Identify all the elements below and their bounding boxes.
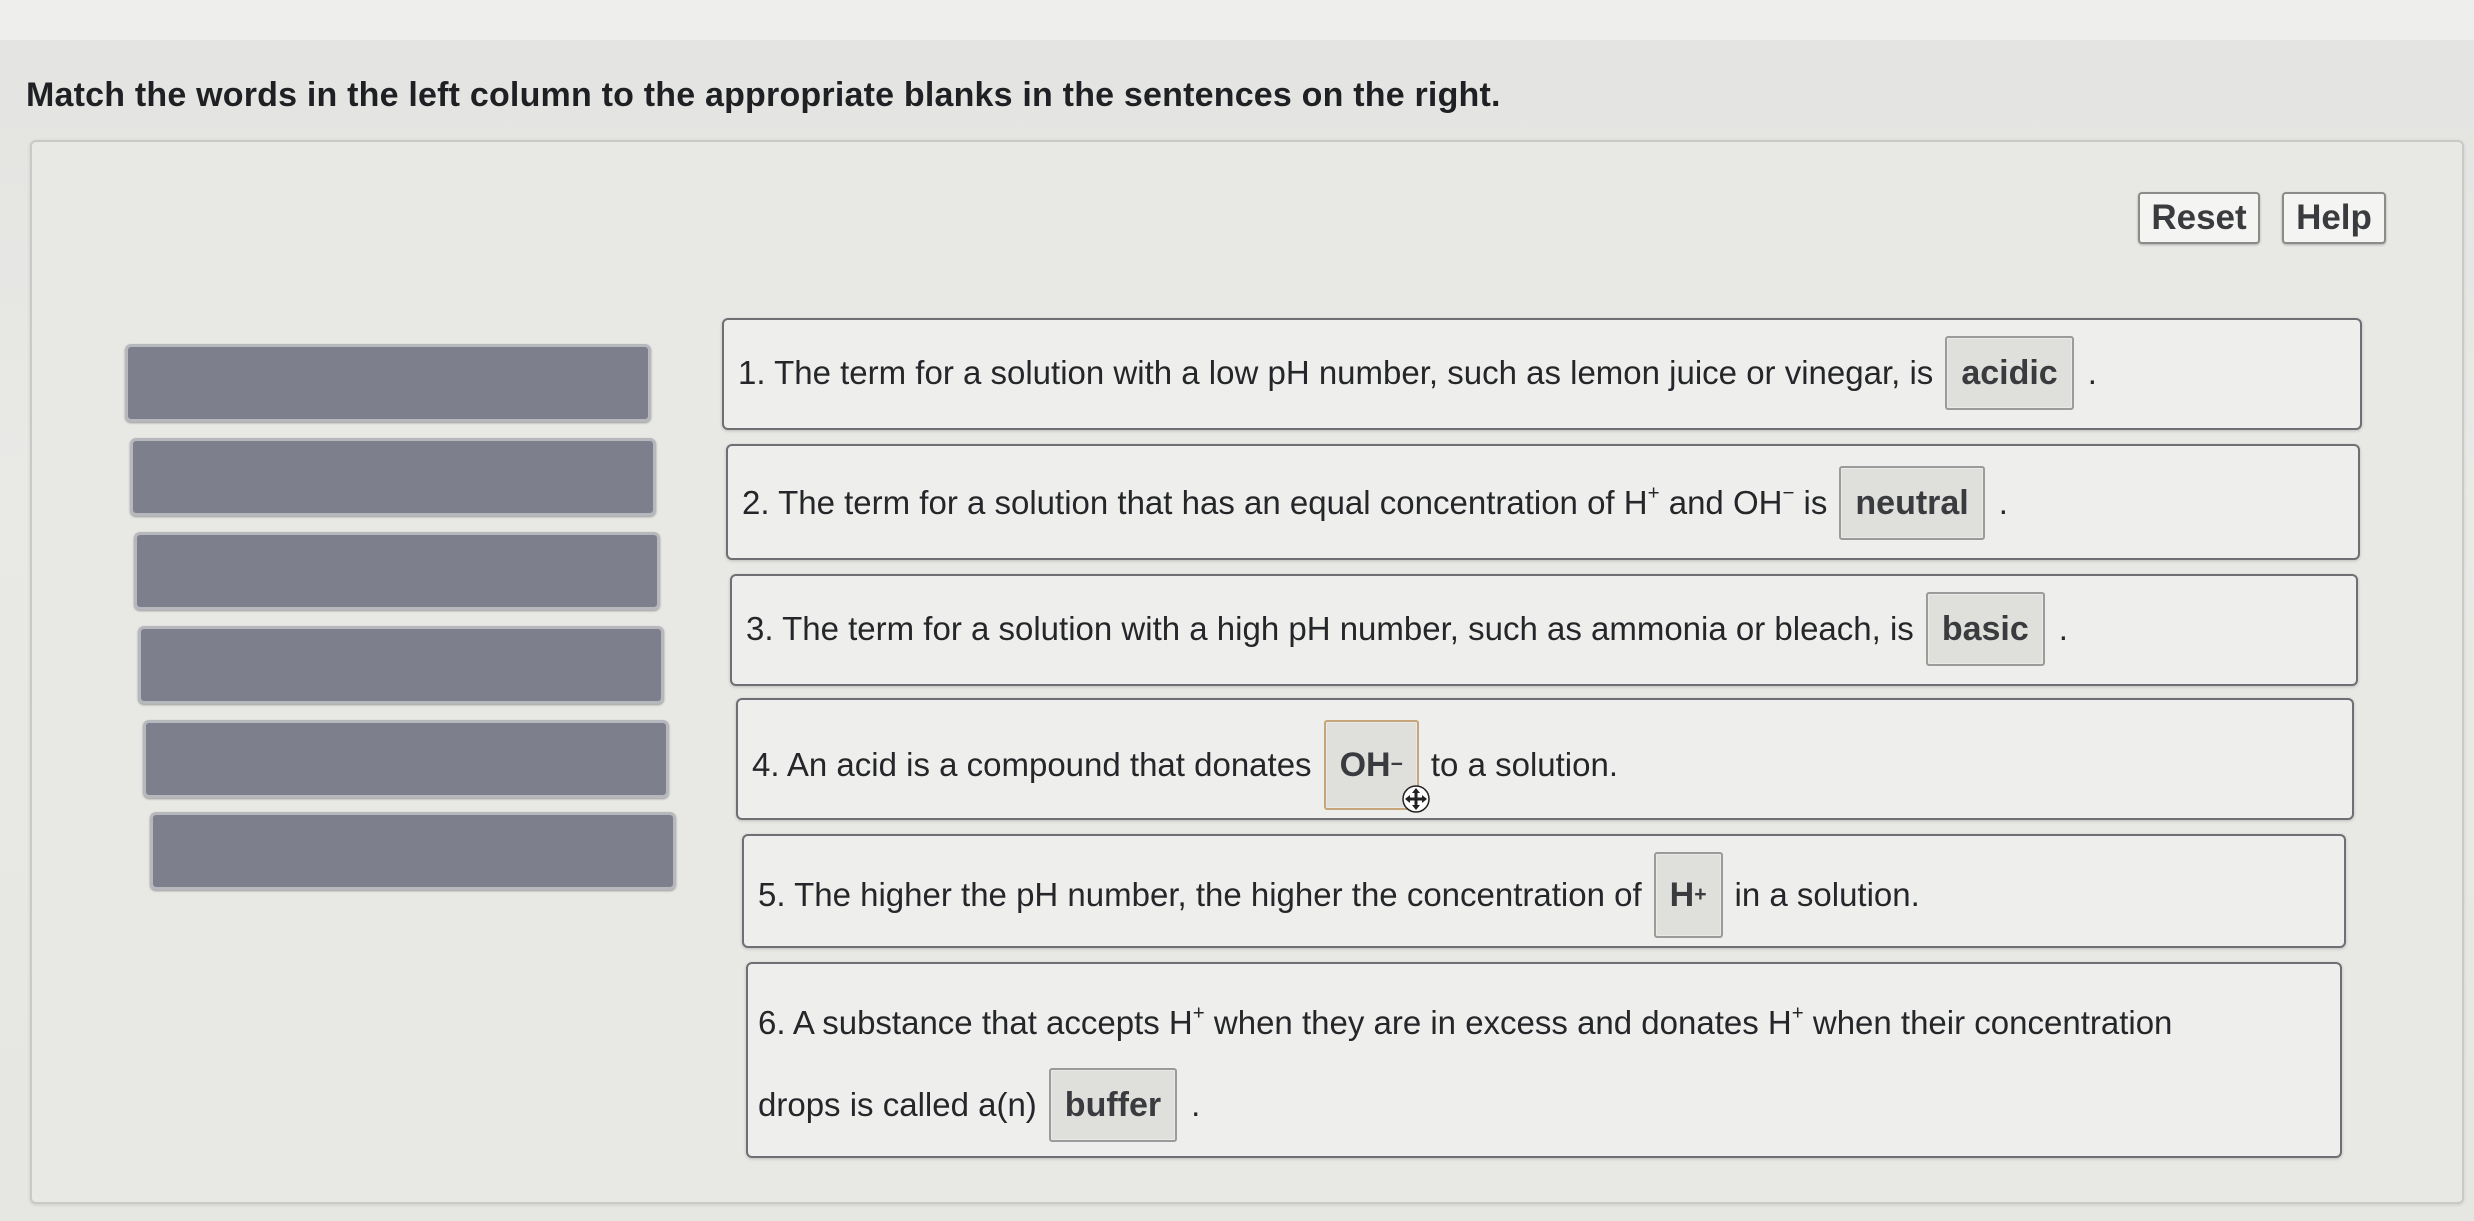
answer-chip-acidic[interactable]: acidic <box>1945 336 2073 410</box>
source-slot-6[interactable] <box>150 812 676 890</box>
sentence-3 <box>730 574 2358 686</box>
answer-chip-basic[interactable]: basic <box>1926 592 2045 666</box>
instructions: Match the words in the left column to the appropriate blanks in the sentences on the right. <box>26 76 1501 114</box>
sentence-2 <box>726 444 2360 560</box>
sentence-2-period: . <box>1998 484 2008 521</box>
sentence-4-tail: to a solution. <box>1430 746 1618 783</box>
sentence-4-text: 4. An acid is a compound that donates <box>752 746 1312 783</box>
answer-chip-h-base: H <box>1669 875 1695 914</box>
source-slot-5[interactable] <box>143 720 669 798</box>
top-strip <box>0 0 2474 40</box>
source-slot-1[interactable] <box>125 344 651 422</box>
sentence-3-period: . <box>2058 610 2068 647</box>
sentence-3-text: 3. The term for a solution with a high pH number, such as ammonia or bleach, is <box>746 610 1914 647</box>
source-slot-3[interactable] <box>134 532 660 610</box>
sentence-6-line-1: 6. A substance that accepts H+ when they are in excess and donates H+ when their concentration <box>758 1001 2173 1041</box>
answer-chip-oh-base: OH <box>1339 745 1391 784</box>
sentence-5-tail: in a solution. <box>1734 876 1920 913</box>
answer-chip-h[interactable]: H + <box>1654 852 1723 938</box>
sentence-6-period: . <box>1191 1086 1201 1123</box>
move-cursor-icon <box>1401 784 1431 814</box>
sentence-5-text: 5. The higher the pH number, the higher the concentration of <box>758 876 1642 913</box>
sentence-1 <box>722 318 2362 430</box>
answer-chip-buffer[interactable]: buffer <box>1049 1068 1177 1142</box>
reset-button[interactable]: Reset <box>2138 192 2260 244</box>
help-button[interactable]: Help <box>2282 192 2386 244</box>
source-slot-2[interactable] <box>130 438 656 516</box>
sentence-6 <box>746 962 2342 1158</box>
source-slot-4[interactable] <box>138 626 664 704</box>
sentence-1-text: 1. The term for a solution with a low pH number, such as lemon juice or vinegar, is <box>738 354 1934 391</box>
sentence-4 <box>736 698 2354 820</box>
sentence-5 <box>742 834 2346 948</box>
sentence-1-period: . <box>2087 354 2097 391</box>
answer-chip-oh[interactable]: OH − <box>1324 720 1419 810</box>
answer-chip-neutral[interactable]: neutral <box>1839 466 1984 540</box>
sentence-2-text: 2. The term for a solution that has an equal concentration of H+ and OH− is <box>742 481 1828 521</box>
sentence-6-line-2: drops is called a(n) <box>758 1086 1037 1123</box>
